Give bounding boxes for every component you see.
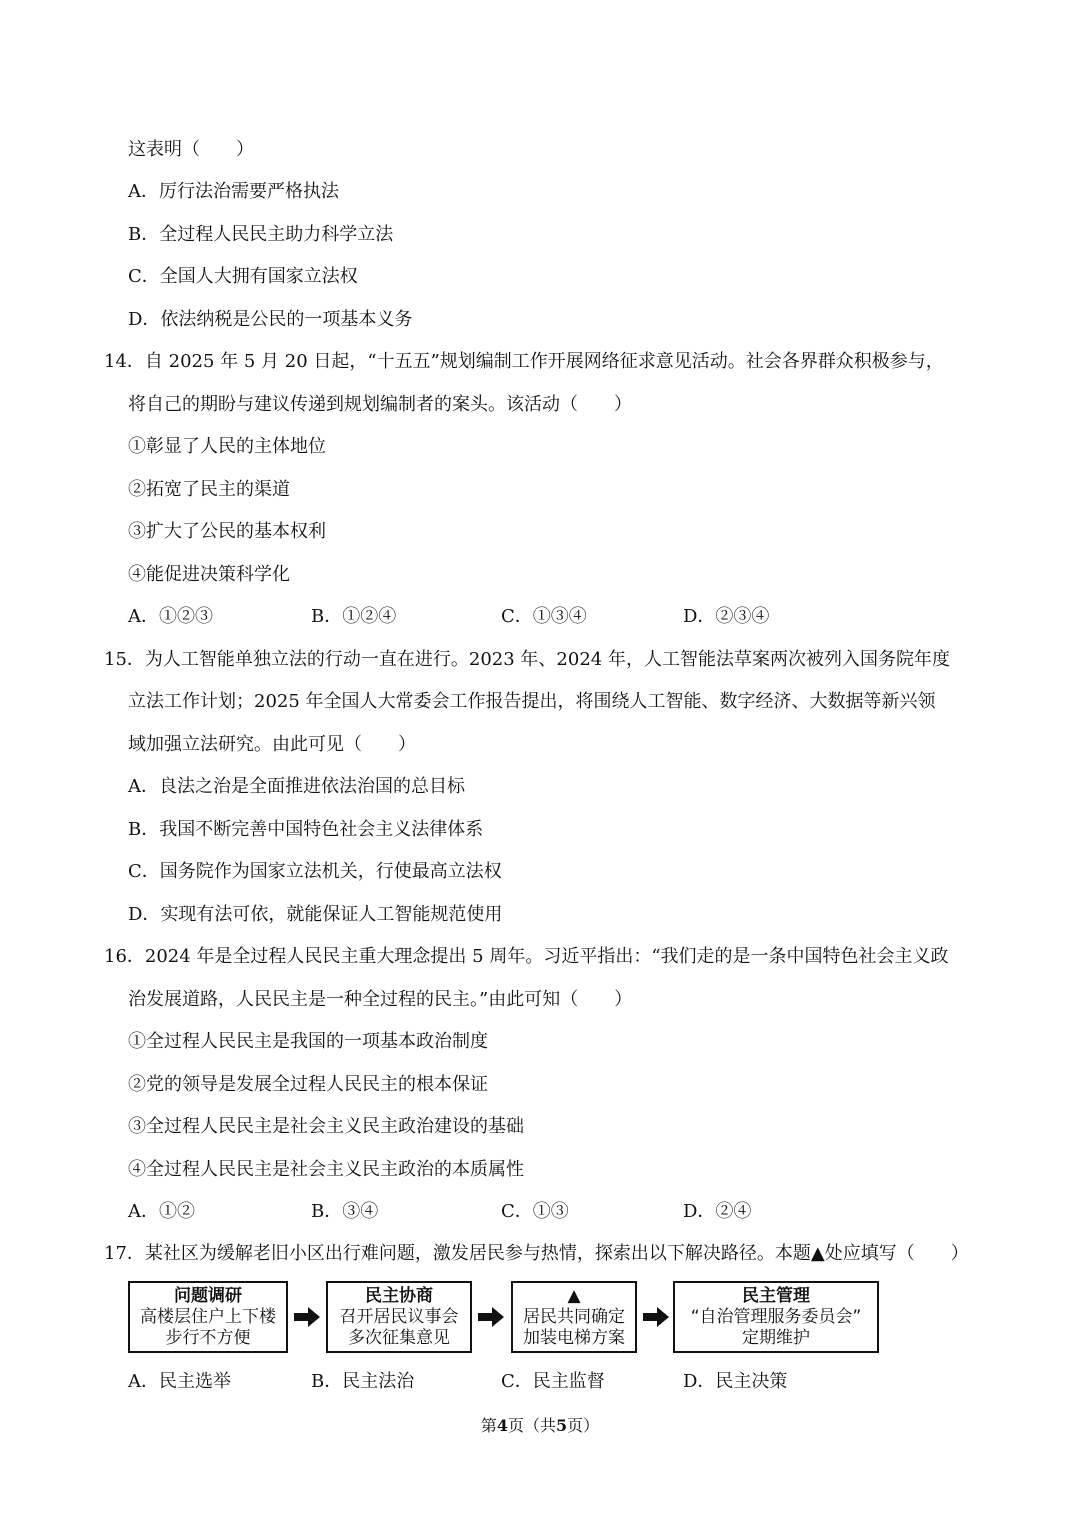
q16-statement-2: ②党的领导是发展全过程人民民主的根本保证 [128, 1074, 488, 1095]
flow-arrow-right-icon [478, 1307, 504, 1327]
page-footer [0, 1415, 1080, 1437]
q16-option-a: A．①② [128, 1201, 195, 1222]
flow-box-democratic-management [673, 1281, 879, 1353]
flow-box-democratic-consultation [326, 1281, 472, 1353]
flow-box-title: 民主管理 [742, 1286, 810, 1306]
q13-option-b: B．全过程人民民主助力科学立法 [128, 224, 394, 245]
q15-option-b: B．我国不断完善中国特色社会主义法律体系 [128, 819, 484, 840]
flow-box-text: 步行不方便 [165, 1328, 251, 1348]
flow-box-text: 召开居民议事会 [339, 1307, 459, 1327]
q14-statement-1: ①彰显了人民的主体地位 [128, 436, 326, 457]
q16-statement-4: ④全过程人民民主是社会主义民主政治的本质属性 [128, 1159, 524, 1180]
footer-page-number: 4 [496, 1416, 508, 1435]
q17-option-d: D．民主决策 [683, 1371, 788, 1392]
q13-option-a: A．厉行法治需要严格执法 [128, 181, 339, 202]
q16-stem-line2: 治发展道路，人民民主是一种全过程的民主。”由此可知（ ） [128, 989, 633, 1010]
q14-stem-line2: 将自己的期盼与建议传递到规划编制者的案头。该活动（ ） [128, 394, 632, 415]
flow-box-title: 民主协商 [365, 1286, 433, 1306]
footer-mid: 页（共 [507, 1416, 556, 1435]
q16-statement-3: ③全过程人民民主是社会主义民主政治建设的基础 [128, 1116, 524, 1137]
q17-stem-line1: 17．某社区为缓解老旧小区出行难问题，激发居民参与热情，探索出以下解决路径。本题▲处应填写（ ） [104, 1243, 969, 1264]
flow-box-text: “自治管理服务委员会” [690, 1307, 862, 1327]
flow-arrow-right-icon [643, 1307, 669, 1327]
footer-pre: 第 [480, 1416, 497, 1435]
flow-box-problem-research [128, 1281, 288, 1353]
q14-option-a: A．①②③ [128, 606, 213, 627]
q15-option-d: D．实现有法可依，就能保证人工智能规范使用 [128, 904, 503, 925]
q15-stem-line3: 域加强立法研究。由此可见（ ） [128, 734, 416, 755]
q15-stem-line2: 立法工作计划；2025 年全国人大常委会工作报告提出，将围绕人工智能、数字经济、大数据等新兴领 [128, 691, 936, 712]
footer-post: 页） [567, 1416, 600, 1435]
q14-option-d: D．②③④ [683, 606, 770, 627]
footer-total-pages: 5 [556, 1416, 568, 1435]
q14-statement-2: ②拓宽了民主的渠道 [128, 479, 290, 500]
q17-option-a: A．民主选举 [128, 1371, 231, 1392]
q14-option-c: C．①③④ [501, 606, 587, 627]
q17-option-b: B．民主法治 [311, 1371, 415, 1392]
q14-option-b: B．①②④ [311, 606, 397, 627]
q16-option-d: D．②④ [683, 1201, 752, 1222]
flow-arrow-right-icon [294, 1307, 320, 1327]
q14-statement-3: ③扩大了公民的基本权利 [128, 521, 326, 542]
flow-box-title: 问题调研 [174, 1286, 242, 1306]
flow-box-title-triangle-icon: ▲ [567, 1286, 581, 1306]
q13-option-c: C．全国人大拥有国家立法权 [128, 266, 358, 287]
q14-stem-line1: 14．自 2025 年 5 月 20 日起，“十五五”规划编制工作开展网络征求意见活动。社会各界群众积极参与， [104, 351, 944, 372]
flow-box-text: 高楼层住户上下楼 [140, 1307, 276, 1327]
flow-box-text: 居民共同确定 [523, 1307, 625, 1327]
q16-statement-1: ①全过程人民民主是我国的一项基本政治制度 [128, 1031, 488, 1052]
flow-box-text: 定期维护 [742, 1328, 810, 1348]
q16-option-b: B．③④ [311, 1201, 379, 1222]
q17-option-c: C．民主监督 [501, 1371, 605, 1392]
flow-box-blank-triangle [511, 1281, 637, 1353]
q13-stem-tail: 这表明（ ） [128, 139, 254, 160]
q13-option-d: D．依法纳税是公民的一项基本义务 [128, 309, 413, 330]
q14-statement-4: ④能促进决策科学化 [128, 564, 290, 585]
q15-option-a: A．良法之治是全面推进依法治国的总目标 [128, 776, 465, 797]
flow-box-text: 加装电梯方案 [523, 1328, 625, 1348]
q15-option-c: C．国务院作为国家立法机关，行使最高立法权 [128, 861, 502, 882]
q16-stem-line1: 16．2024 年是全过程人民民主重大理念提出 5 周年。习近平指出：“我们走的是一条中国特色社会主义政 [104, 946, 949, 967]
flow-box-text: 多次征集意见 [348, 1328, 450, 1348]
q16-option-c: C．①③ [501, 1201, 569, 1222]
q15-stem-line1: 15．为人工智能单独立法的行动一直在进行。2023 年、2024 年，人工智能法草案两次被列入国务院年度 [104, 649, 950, 670]
